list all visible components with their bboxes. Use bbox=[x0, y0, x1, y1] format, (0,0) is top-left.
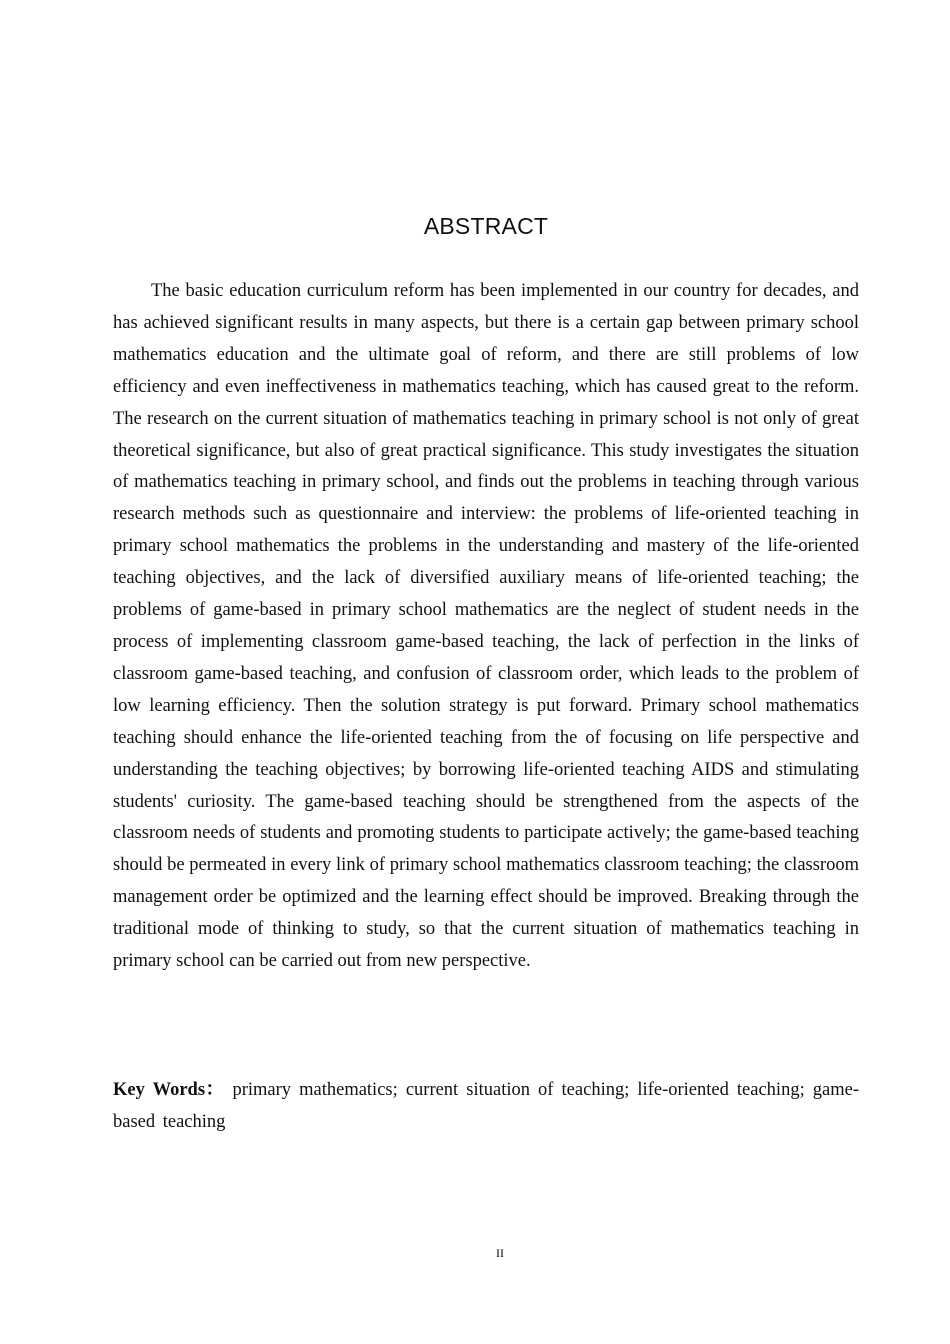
abstract-body: The basic education curriculum reform has been implemented in our country for decades, and has achieved significant results in many aspects, but there is a certain gap between primary school mathematics education and the ultimate goal of reform, and there are still problems of low efficiency and even ineffectiveness in mathematics teaching, which has caused great to the reform. The research on the current situation of mathematics teaching in primary school is not only of great theoretical significance, but also of great practical significance. This study investigates the situation of mathematics teaching in primary school, and finds out the problems in teaching through various research methods such as questionnaire and interview: the problems of life-oriented teaching in primary school mathematics the problems in the understanding and mastery of the life-oriented teaching objectives, and the lack of diversified auxiliary means of life-oriented teaching; the problems of game-based in primary school mathematics are the neglect of student needs in the process of implementing classroom game-based teaching, the lack of perfection in the links of classroom game-based teaching, and confusion of classroom order, which leads to the problem of low learning efficiency. Then the solution strategy is put forward. Primary school mathematics teaching should enhance the life-oriented teaching from the of focusing on life perspective and understanding the teaching objectives; by borrowing life-oriented teaching AIDS and stimulating students' curiosity. The game-based teaching should be strengthened from the aspects of the classroom needs of students and promoting students to participate actively; the game-based teaching should be permeated in every link of primary school mathematics classroom teaching; the classroom management order be optimized and the learning effect should be improved. Breaking through the traditional mode of thinking to study, so that the current situation of mathematics teaching in primary school can be carried out from new perspective. bbox=[113, 281, 859, 972]
abstract-title: ABSTRACT bbox=[423, 213, 549, 239]
keywords-text: primary mathematics; current situation of teaching; life-oriented teaching; game-based teaching bbox=[113, 1080, 860, 1132]
keywords-label: Key Words： bbox=[113, 1080, 225, 1100]
keywords-paragraph bbox=[113, 1074, 859, 1138]
page-number: II bbox=[496, 1246, 504, 1260]
